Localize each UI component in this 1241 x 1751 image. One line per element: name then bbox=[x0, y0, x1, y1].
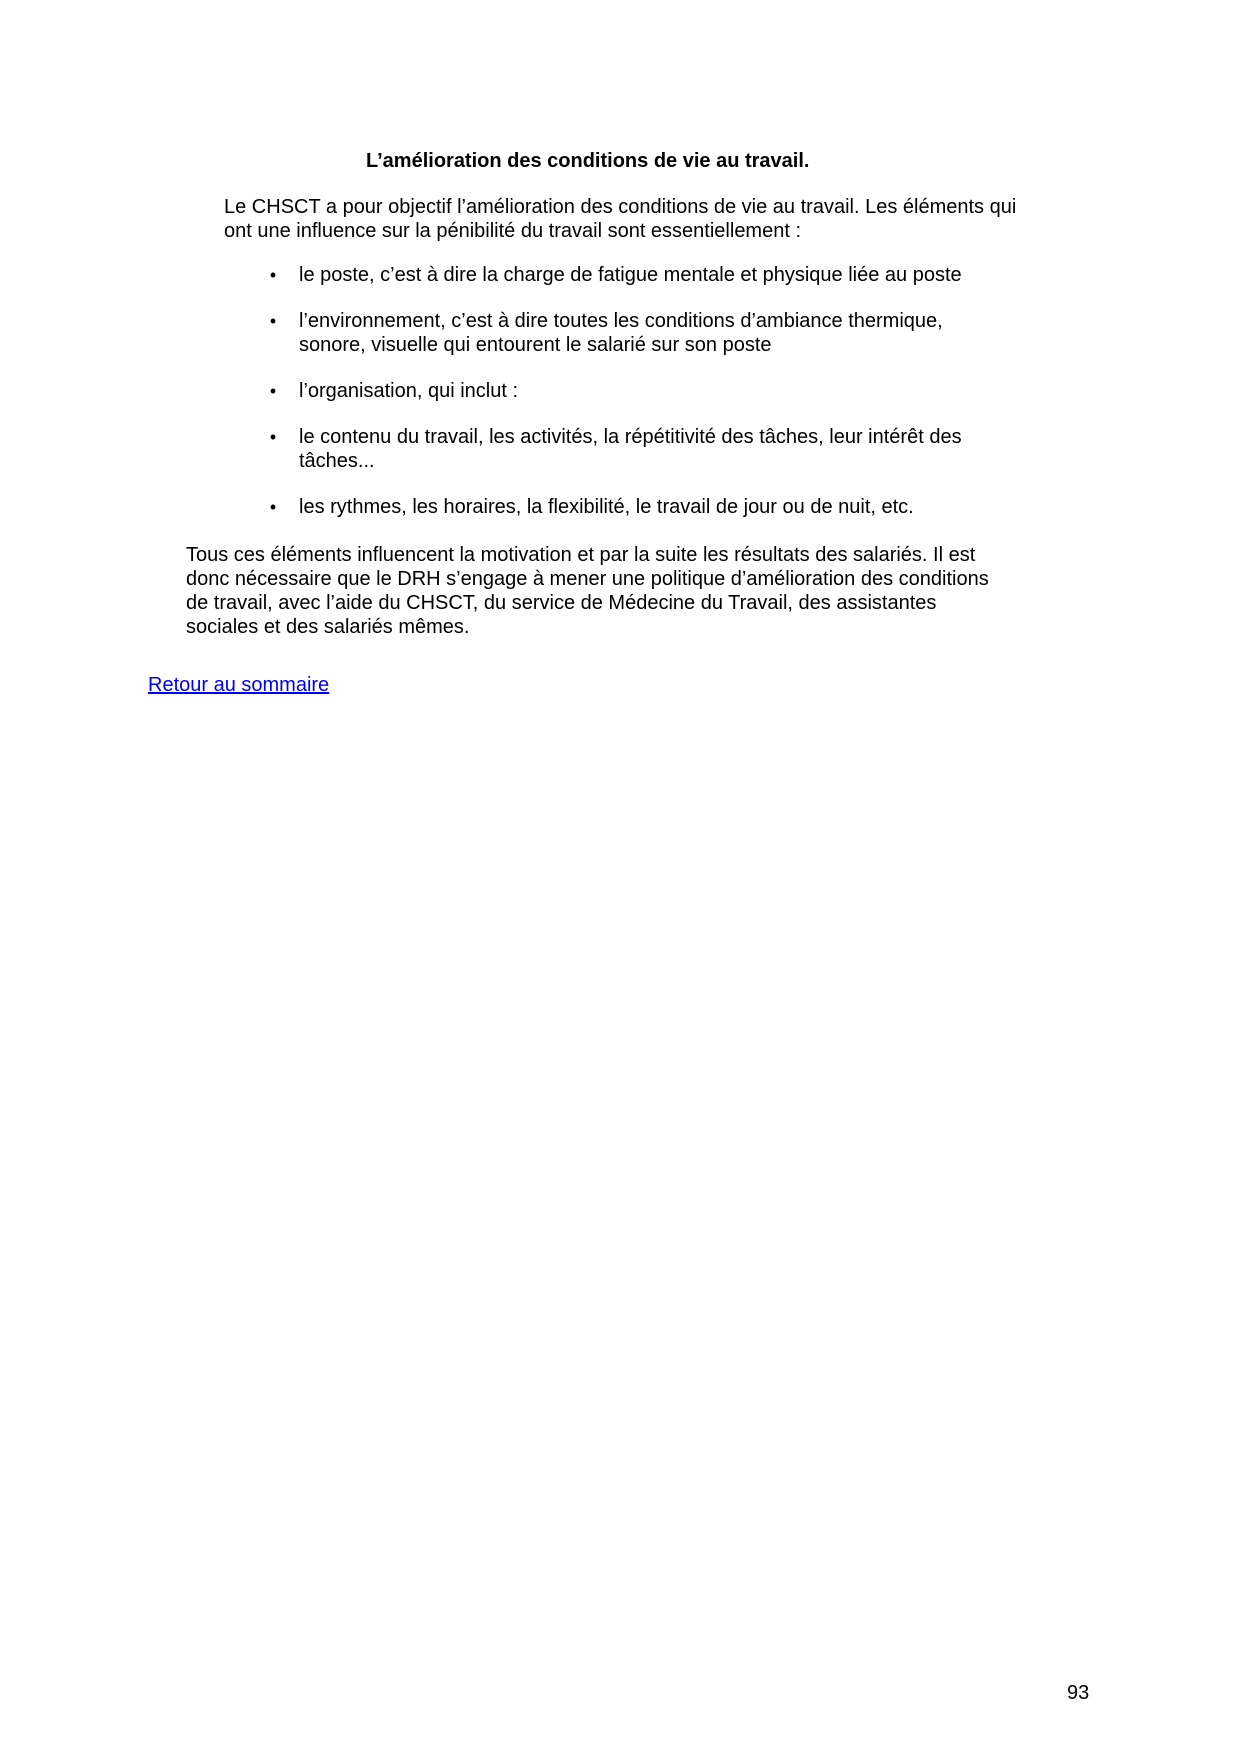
list-item bbox=[269, 263, 999, 287]
page-number: 93 bbox=[1067, 1682, 1090, 1704]
list-item bbox=[269, 495, 999, 519]
bullet-icon: • bbox=[269, 265, 277, 285]
bullet-icon: • bbox=[269, 427, 277, 447]
back-to-toc-link[interactable]: Retour au sommaire bbox=[148, 674, 330, 696]
intro-paragraph: Le CHSCT a pour objectif l’amélioration des conditions de vie au travail. Les éléments qui ont une influence sur la pénibilité du travail sont essentiellement : bbox=[224, 196, 1017, 242]
summary-paragraph: Tous ces éléments influencent la motivation et par la suite les résultats des salariés. Il est donc nécessaire que le DRH s’engage à mener une politique d’amélioration des conditions de travail, avec l’aide du CHSCT, du service de Médecine du Travail, des assistantes sociales et des salariés mêmes. bbox=[186, 544, 989, 638]
bullet-icon: • bbox=[269, 311, 277, 331]
list-item-text: l’environnement, c’est à dire toutes les conditions d’ambiance thermique, sonore, visuelle qui entourent le salarié sur son poste bbox=[299, 310, 943, 356]
list-item bbox=[269, 425, 979, 473]
list-item-text: l’organisation, qui inclut : bbox=[299, 380, 519, 402]
list-item bbox=[269, 309, 989, 357]
bullet-icon: • bbox=[269, 497, 277, 517]
bullet-icon: • bbox=[269, 381, 277, 401]
list-item-text: le contenu du travail, les activités, la répétitivité des tâches, leur intérêt des tâches... bbox=[299, 426, 962, 472]
list-item-text: les rythmes, les horaires, la flexibilité, le travail de jour ou de nuit, etc. bbox=[299, 496, 914, 518]
list-item-text: le poste, c’est à dire la charge de fatigue mentale et physique liée au poste bbox=[299, 264, 962, 286]
list-item bbox=[269, 379, 999, 403]
section-title: L’amélioration des conditions de vie au travail. bbox=[366, 150, 810, 172]
